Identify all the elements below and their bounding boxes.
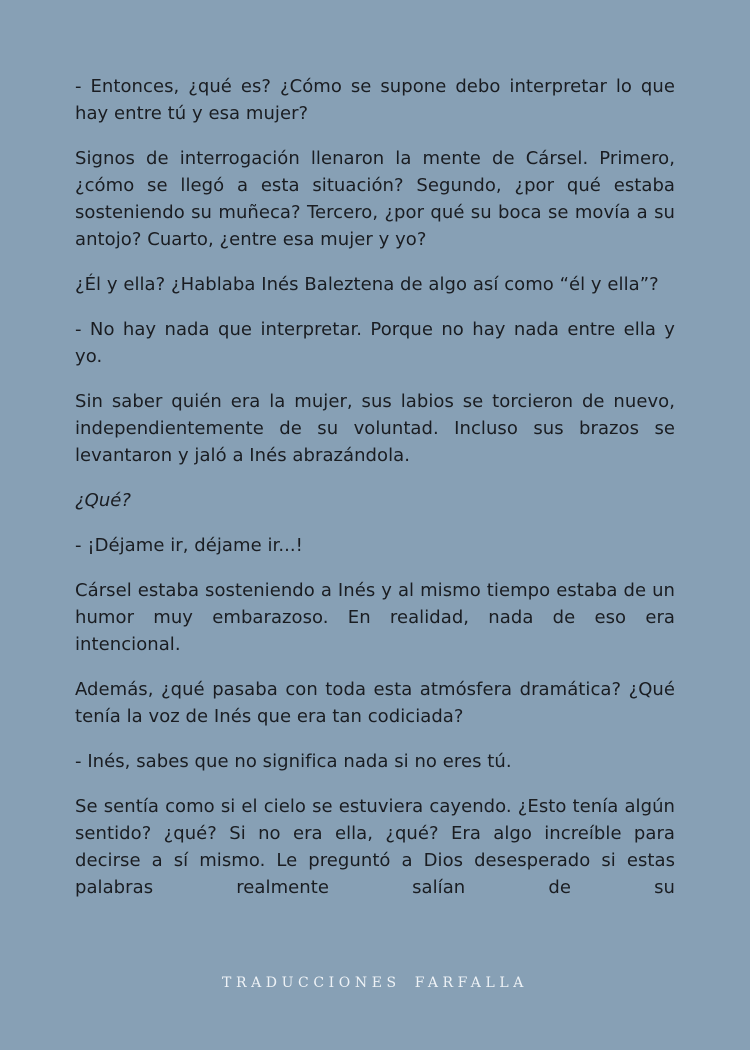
paragraph: - Inés, sabes que no significa nada si no eres tú. [75, 751, 512, 772]
footer-credit [0, 975, 750, 991]
page-body [75, 73, 675, 919]
paragraph: Signos de interrogación llenaron la mente de Cársel. Primero, ¿cómo se llegó a esta situación? Segundo, ¿por qué estaba sosteniendo su muñeca? Tercero, ¿por qué su boca se movía a su antojo? Cuarto, ¿entre esa mujer y yo? [75, 148, 675, 250]
paragraph: Cársel estaba sosteniendo a Inés y al mismo tiempo estaba de un humor muy embarazoso. En realidad, nada de eso era intencional. [75, 580, 675, 655]
footer-word-2: FARFALLA [414, 975, 528, 991]
paragraph: - Entonces, ¿qué es? ¿Cómo se supone debo interpretar lo que hay entre tú y esa mujer? [75, 76, 675, 124]
paragraph: Además, ¿qué pasaba con toda esta atmósfera dramática? ¿Qué tenía la voz de Inés que era tan codiciada? [75, 679, 675, 727]
paragraph: - No hay nada que interpretar. Porque no hay nada entre ella y yo. [75, 319, 675, 367]
paragraph: Sin saber quién era la mujer, sus labios se torcieron de nuevo, independientemente de su voluntad. Incluso sus brazos se levantaron y jaló a Inés abrazándola. [75, 391, 675, 466]
footer-word-1: TRADUCCIONES [222, 975, 401, 991]
paragraph-italic: ¿Qué? [75, 490, 132, 511]
paragraph: - ¡Déjame ir, déjame ir...! [75, 535, 303, 556]
paragraph: ¿Él y ella? ¿Hablaba Inés Baleztena de algo así como “él y ella”? [75, 274, 659, 295]
paragraph: Se sentía como si el cielo se estuviera cayendo. ¿Esto tenía algún sentido? ¿qué? Si no era ella, ¿qué? Era algo increíble para decirse a sí mismo. Le preguntó a Dios desesperado si estas palabras realmente salían de su [75, 796, 675, 898]
